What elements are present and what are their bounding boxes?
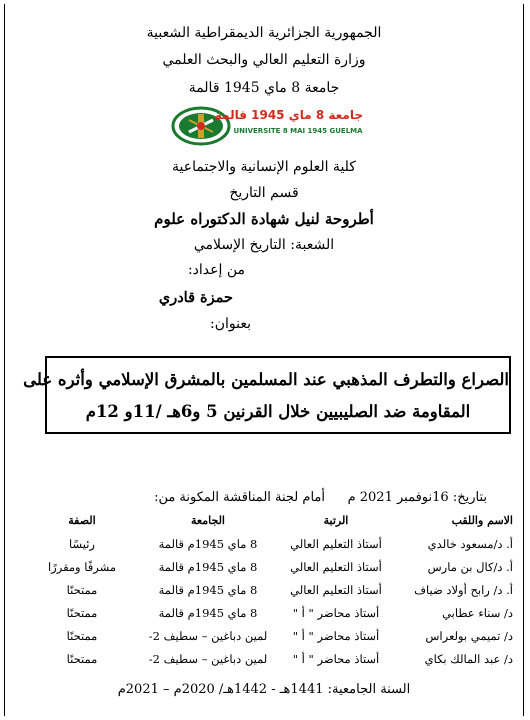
member-university: 8 ماي 1945م قالمة	[158, 583, 258, 597]
member-name: د/ سناء عطابي	[442, 606, 513, 620]
author-name: حمزة قادري	[158, 289, 233, 306]
member-university: لمين دباغين – سطيف 2-	[148, 629, 268, 643]
member-rank: أستاذ محاضر " أ "	[292, 606, 380, 620]
header-university: الجامعة	[191, 514, 225, 527]
logo-arabic-text: جامعة 8 ماي 1945 قالمة	[214, 108, 363, 122]
member-rank: أستاذ التعليم العالي	[290, 537, 382, 551]
member-name: د/ عبد المالك بكاي	[424, 652, 513, 666]
member-name: أ. د/ رابح أولاد ضياف	[414, 583, 513, 597]
table-row	[33, 606, 513, 629]
member-university: 8 ماي 1945م قالمة	[158, 606, 258, 620]
thesis-type: أطروحة لنيل شهادة الدكتوراه علوم	[154, 210, 374, 228]
thesis-title-line-2: المقاومة ضد الصليبيين خلال القرنين 5 و6هـ /11و 12م	[85, 402, 471, 421]
committee-label: أمام لجنة المناقشة المكونة من:	[154, 490, 325, 505]
committee-header-row	[33, 514, 513, 537]
member-rank: أستاذ التعليم العالي	[290, 583, 382, 597]
member-role: ممتحنًا	[66, 652, 98, 666]
department-line: قسم التاريخ	[229, 185, 299, 201]
republic-line: الجمهورية الجزائرية الديمقراطية الشعبية	[146, 25, 382, 41]
faculty-line: كلية العلوم الإنسانية والاجتماعية	[172, 159, 356, 175]
member-name: أ. د/مسعود خالدي	[427, 537, 513, 551]
table-row	[33, 537, 513, 560]
page-frame	[4, 4, 524, 716]
member-rank: أستاذ التعليم العالي	[290, 560, 382, 574]
table-row	[33, 583, 513, 606]
university-logo	[171, 106, 367, 146]
prepared-by-label: من إعداد:	[187, 262, 245, 278]
member-university: 8 ماي 1945م قالمة	[158, 537, 258, 551]
member-name: د/ تميمي بولعراس	[425, 629, 513, 643]
header-rank: الرتبة	[323, 514, 349, 527]
thesis-title-line-1: الصراع والتطرف المذهبي عند المسلمين بالمشرق الإسلامي وأثره على	[23, 370, 509, 389]
member-rank: أستاذ محاضر " أ "	[292, 652, 380, 666]
member-role: رئيسًا	[69, 537, 95, 551]
member-university: 8 ماي 1945م قالمة	[158, 560, 258, 574]
table-row	[33, 652, 513, 675]
thesis-title-box	[23, 356, 511, 434]
table-row	[33, 560, 513, 583]
table-row	[33, 629, 513, 652]
ministry-line: وزارة التعليم العالي والبحث العلمي	[162, 52, 366, 68]
title-label: بعنوان:	[210, 316, 251, 332]
member-role: مشرفًا ومقررًا	[47, 560, 117, 574]
member-rank: أستاذ محاضر " أ "	[292, 629, 380, 643]
logo-french-text: UNIVERSITE 8 MAI 1945 GUELMA	[233, 127, 363, 135]
committee-table	[33, 514, 513, 675]
specialty-line: الشعبة: التاريخ الإسلامي	[193, 237, 335, 253]
member-name: أ. د/كال بن مارس	[427, 560, 513, 574]
university-line: جامعة 8 ماي 1945 قالمة	[188, 80, 340, 96]
header-name: الاسم واللقب	[451, 514, 513, 527]
member-role: ممتحنًا	[66, 606, 98, 620]
header-role: الصفة	[68, 514, 96, 527]
defense-date: بتاريخ: 16نوفمبر 2021 م	[347, 490, 487, 505]
member-role: ممتحنًا	[66, 629, 98, 643]
member-role: ممتحنًا	[66, 583, 98, 597]
member-university: لمين دباغين – سطيف 2-	[148, 652, 268, 666]
academic-year: السنة الجامعية: 1441هـ - 1442هـ/ 2020م – 2021م	[117, 682, 411, 697]
